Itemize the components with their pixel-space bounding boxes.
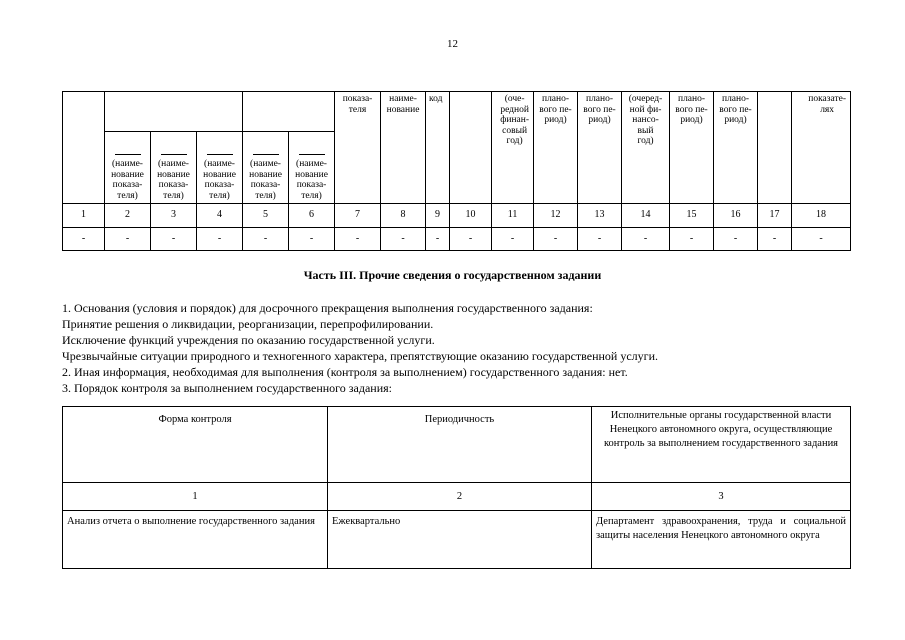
col-number: 14 (622, 204, 670, 228)
column-numbers-row (63, 204, 851, 228)
indicators-table (62, 91, 851, 251)
dash-cell: - (426, 228, 450, 251)
dash-cell: - (381, 228, 426, 251)
dash-cell: - (335, 228, 381, 251)
col-number: 18 (792, 204, 851, 228)
dash-cell: - (758, 228, 792, 251)
dash-cell: - (151, 228, 197, 251)
col-number: 5 (243, 204, 289, 228)
col-number: 7 (335, 204, 381, 228)
control-form-header: Форма контроля (63, 407, 328, 483)
paragraph-2: Принятие решения о ликвидации, реорганизации, перепрофилировании. (62, 317, 434, 331)
periodicity-cell: Ежеквартально (328, 511, 592, 569)
col-number: 1 (63, 204, 105, 228)
col-number: 2 (105, 204, 151, 228)
header-cell-13: плано- вого пе- риод) (578, 92, 622, 204)
header-cell-12: плано- вого пе- риод) (534, 92, 578, 204)
control-table (62, 406, 851, 569)
paragraph-3: Исключение функций учреждения по оказанию государственной услуги. (62, 333, 435, 347)
periodicity-header: Периодичность (328, 407, 592, 483)
col-number: 2 (328, 483, 592, 511)
authority-cell: Департамент здравоохранения, труда и социальной защиты населения Ненецкого автономного округа (592, 511, 851, 569)
header-cell-17 (758, 92, 792, 204)
header-cell-7: показа- теля (335, 92, 381, 204)
col-number: 8 (381, 204, 426, 228)
header-cell-9: код (426, 92, 450, 204)
dash-cell: - (243, 228, 289, 251)
control-form-cell: Анализ отчета о выполнение государственного задания (63, 511, 328, 569)
section-title: Часть III. Прочие сведения о государственном задании (303, 268, 602, 282)
col-number: 6 (289, 204, 335, 228)
col-number: 11 (492, 204, 534, 228)
subheader-cell-5: (наиме- нование показа- теля) (243, 132, 289, 204)
header-cell-5-6 (243, 92, 335, 132)
table-row (63, 228, 851, 251)
dash-cell: - (289, 228, 335, 251)
header-cell-18: показате- лях (792, 92, 851, 204)
header-cell-8: наиме- нование (381, 92, 426, 204)
paragraph-6: 3. Порядок контроля за выполнением государственного задания: (62, 381, 392, 395)
header-cell-2-4 (105, 92, 243, 132)
table-row (63, 511, 851, 569)
dash-cell: - (197, 228, 243, 251)
dash-cell: - (622, 228, 670, 251)
col-number: 12 (534, 204, 578, 228)
paragraph-5: 2. Иная информация, необходимая для выполнения (контроля за выполнением) государственного задания: нет. (62, 365, 628, 379)
dash-cell: - (578, 228, 622, 251)
subheader-cell-4: (наиме- нование показа- теля) (197, 132, 243, 204)
header-cell-14: (очеред- ной фи- нансо- вый год) (622, 92, 670, 204)
subheader-cell-3: (наиме- нование показа- теля) (151, 132, 197, 204)
col-number: 1 (63, 483, 328, 511)
dash-cell: - (450, 228, 492, 251)
dash-cell: - (105, 228, 151, 251)
dash-cell: - (792, 228, 851, 251)
header-cell-1 (63, 92, 105, 204)
col-number: 4 (197, 204, 243, 228)
paragraph-4: Чрезвычайные ситуации природного и техногенного характера, препятствующие оказанию государственной услуги. (62, 349, 659, 363)
col-number: 13 (578, 204, 622, 228)
dash-cell: - (534, 228, 578, 251)
subheader-cell-6: (наиме- нование показа- теля) (289, 132, 335, 204)
header-cell-10 (450, 92, 492, 204)
dash-cell: - (714, 228, 758, 251)
col-number: 9 (426, 204, 450, 228)
dash-cell: - (492, 228, 534, 251)
header-cell-11: (оче- редной финан- совый год) (492, 92, 534, 204)
col-number: 16 (714, 204, 758, 228)
paragraph-1: 1. Основания (условия и порядок) для досрочного прекращения выполнения государственного задания: (62, 301, 593, 315)
col-number: 3 (592, 483, 851, 511)
page-number: 12 (447, 38, 458, 50)
header-cell-15: плано- вого пе- риод) (670, 92, 714, 204)
subheader-cell-2: (наиме- нование показа- теля) (105, 132, 151, 204)
col-number: 15 (670, 204, 714, 228)
dash-cell: - (63, 228, 105, 251)
col-number: 17 (758, 204, 792, 228)
column-numbers-row (63, 483, 851, 511)
col-number: 10 (450, 204, 492, 228)
header-cell-16: плано- вого пе- риод) (714, 92, 758, 204)
dash-cell: - (670, 228, 714, 251)
authority-header: Исполнительные органы государственной власти Ненецкого автономного округа, осуществляющие контроль за выполнением государственного задания (592, 407, 851, 483)
col-number: 3 (151, 204, 197, 228)
